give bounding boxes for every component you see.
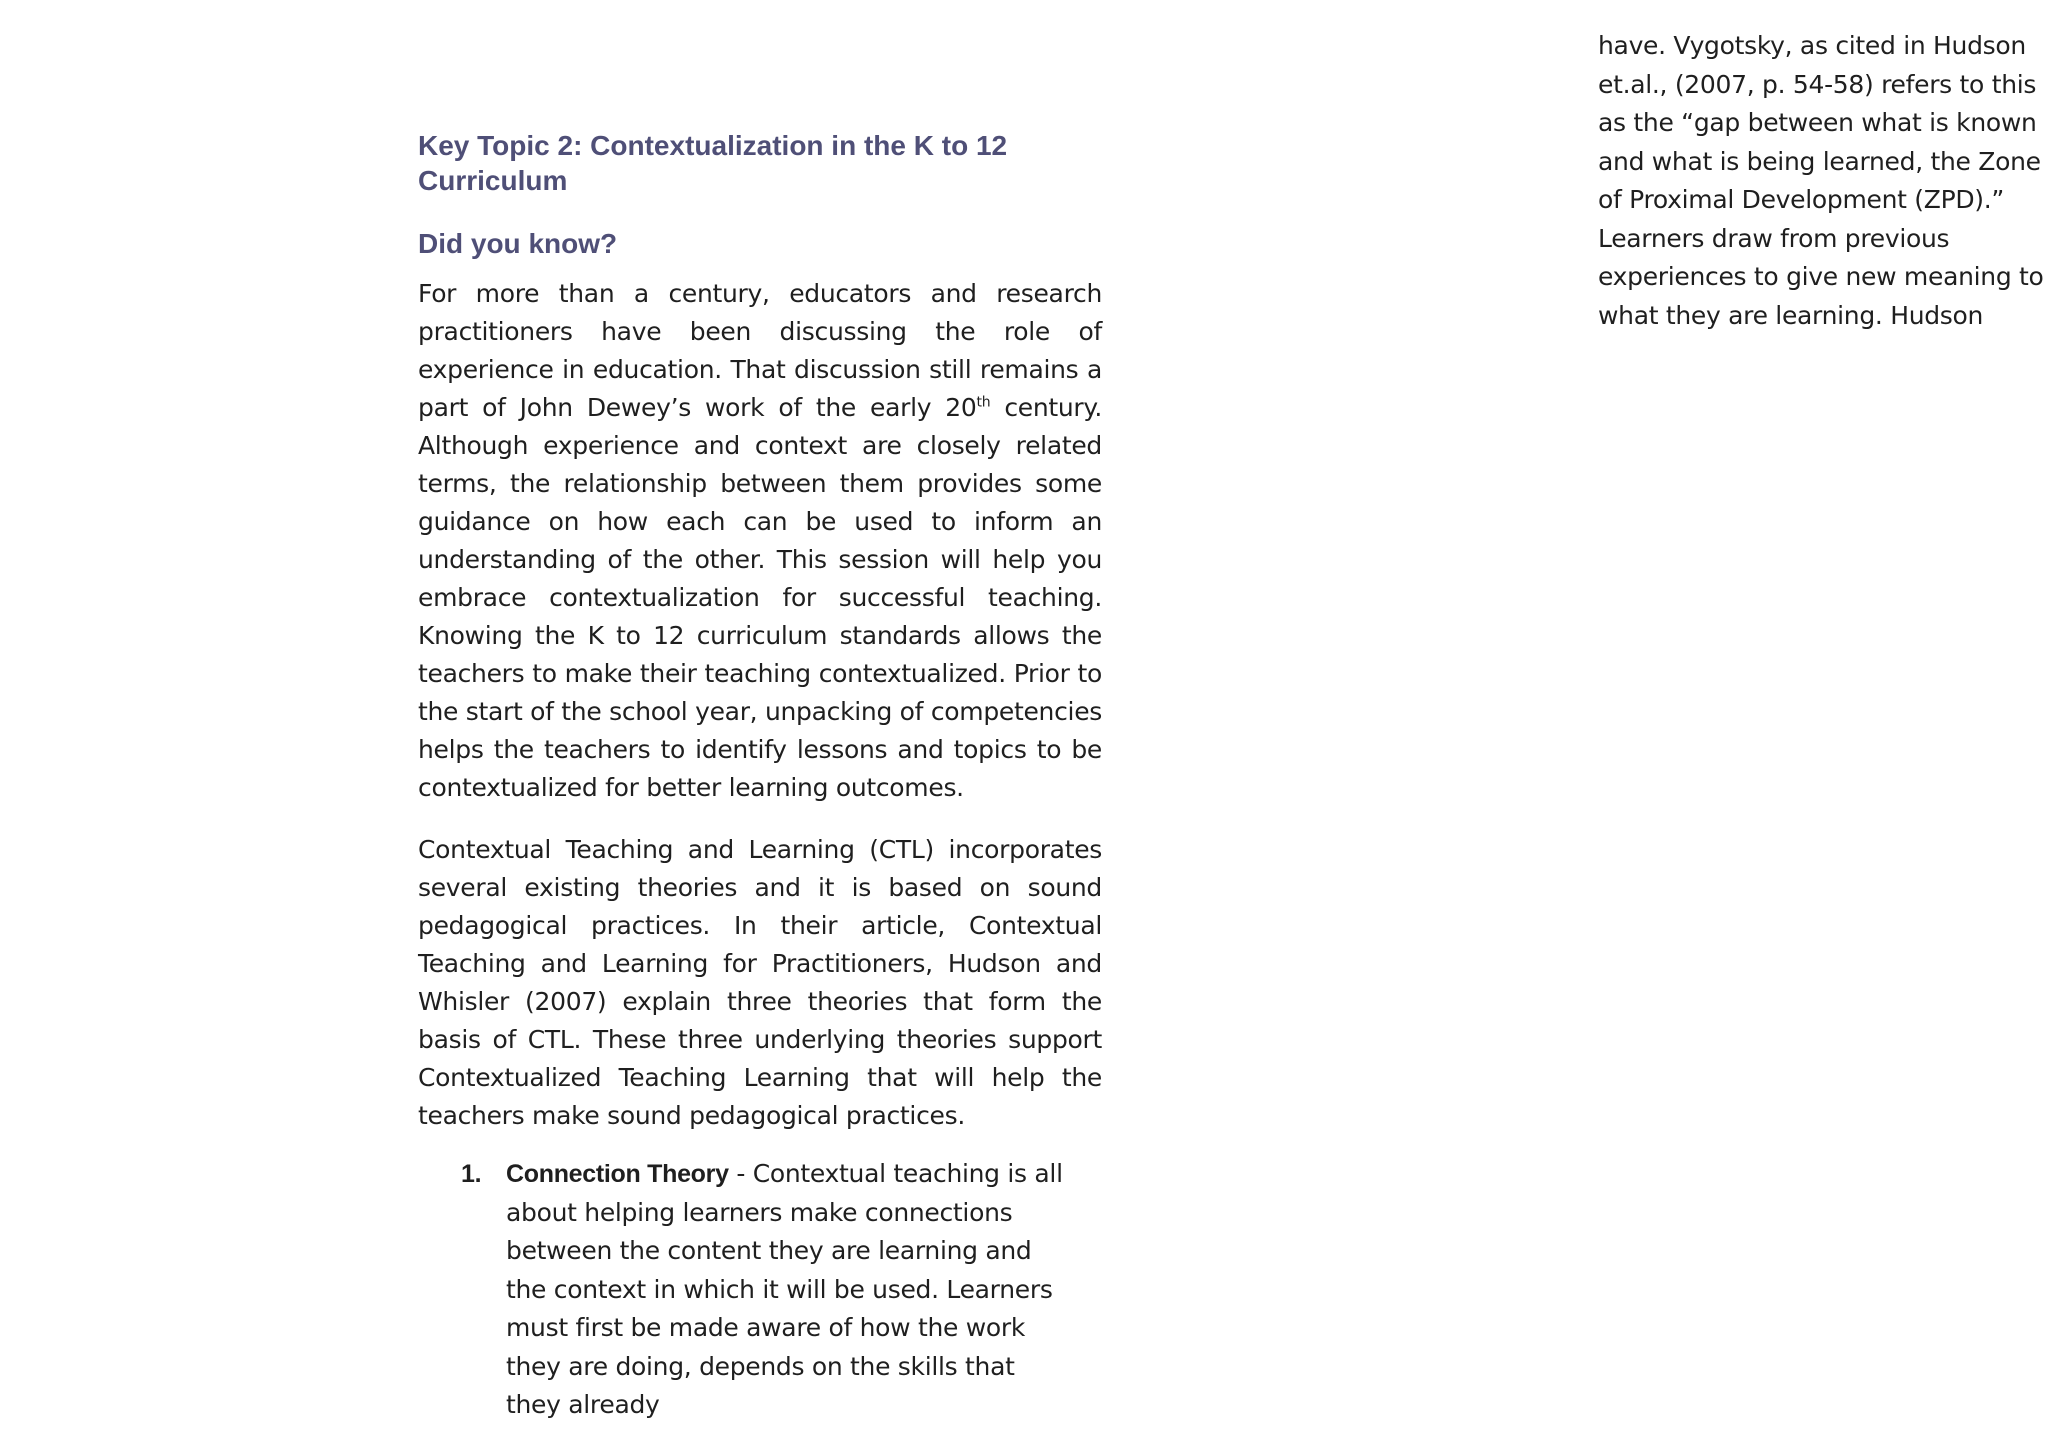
list-item-term: Connection Theory — [506, 1160, 729, 1188]
list-item-body — [506, 1155, 1066, 1425]
right-column — [1598, 27, 2048, 335]
continued-text: have. Vygotsky, as cited in Hudson et.al., (2007, p. 54-58) refers to this as the “gap between what is known and what is being learned, the Zone of Proximal Development (ZPD).” Learners draw from previous experiences to give new meaning to what they are learning. Hudson — [1598, 31, 2044, 330]
key-topic-heading: Key Topic 2: Contextualization in the K to 12 Curriculum — [418, 130, 1008, 196]
list-item — [418, 1155, 1102, 1425]
ordinal-superscript: th — [976, 394, 991, 411]
intro-paragraph-part-a: For more than a century, educators and research practitioners have been discussing the role of experience in education. That discussion still remains a part of John Dewey’s work of the early 20 — [418, 279, 1102, 422]
did-you-know-heading: Did you know? — [418, 228, 618, 259]
intro-paragraph-part-b: century. Although experience and context are closely related terms, the relationship between them provides some guidance on how each can be used to inform an understanding of the other. This session will help you embrace contextualization for successful teaching. Knowing the K to 12 curriculum standards allows the teachers to make their teaching contextualized. Prior to the start of the school year, unpacking of competencies helps the teachers to identify lessons and topics to be contextualized for better learning outcomes. — [418, 393, 1102, 802]
left-column — [418, 128, 1102, 1425]
list-item-number: 1. — [461, 1160, 482, 1188]
intro-paragraph — [418, 275, 1102, 807]
ctl-paragraph: Contextual Teaching and Learning (CTL) incorporates several existing theories and it is based on sound pedagogical practices. In their article, Contextual Teaching and Learning for Practitioners, Hudson and Whisler (2007) explain three theories that form the basis of CTL. These three underlying theories support Contextualized Teaching Learning that will help the teachers make sound pedagogical practices. — [418, 835, 1102, 1130]
list-item-text: - Contextual teaching is all about helping learners make connections between the content they are learning and the context in which it will be used. Learners must first be made aware of how the work they are doing, depends on the skills that they already — [506, 1159, 1063, 1419]
theory-list — [418, 1155, 1102, 1425]
